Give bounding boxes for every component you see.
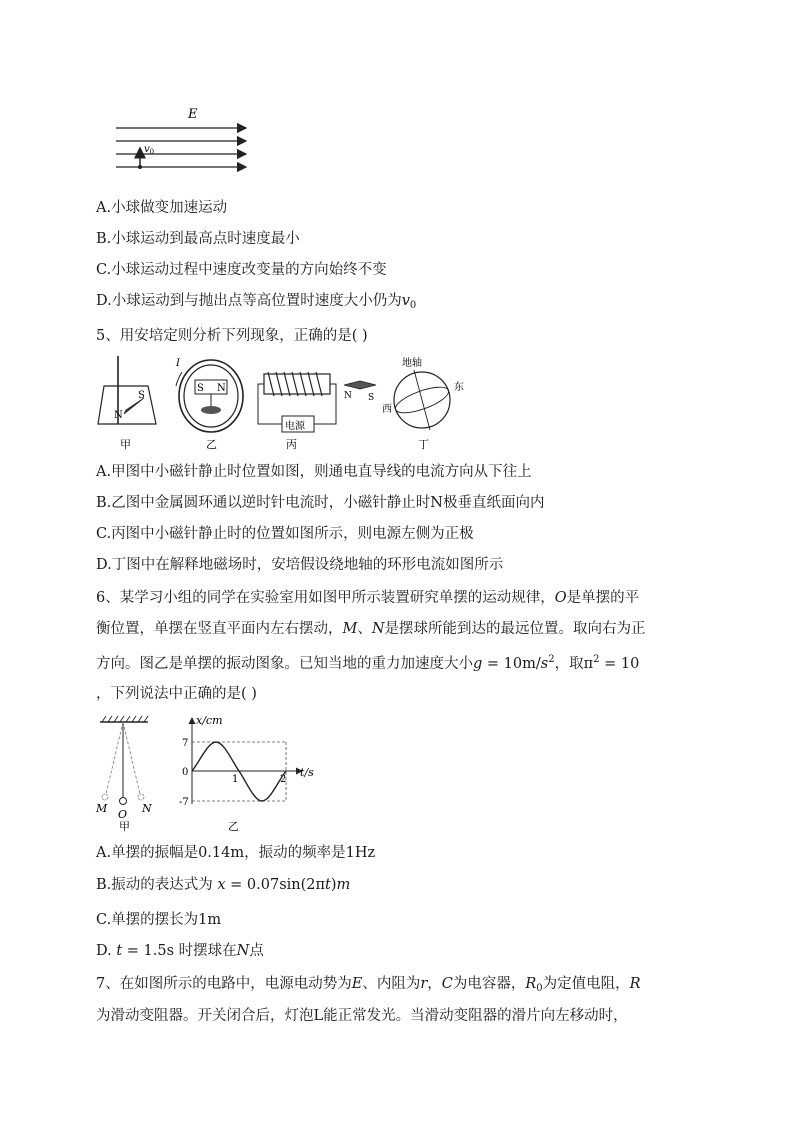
y-tick-7: 7 xyxy=(182,738,189,749)
y-axis-label: x/cm xyxy=(196,714,223,727)
caption-bing: 丙 xyxy=(286,438,297,451)
fig-jia xyxy=(98,356,156,451)
q6-stem-line4: ，下列说法中正确的是( ) xyxy=(96,686,257,702)
fig-yi xyxy=(175,358,243,451)
bob-right xyxy=(138,794,144,800)
q6-option-a: A.单摆的振幅是0.14m，振动的频率是1Hz xyxy=(96,845,376,861)
q6-stem-line1: 6、某学习小组的同学在实验室用如图甲所示装置研究单摆的运动规律，O是单摆的平 xyxy=(96,590,640,606)
power-label: 电源 xyxy=(285,421,305,432)
q5-option-c: C.丙图中小磁针静止时的位置如图所示，则电源左侧为正极 xyxy=(96,526,474,542)
q7-stem-line2: 为滑动变阻器。开关闭合后，灯泡L能正常发光。当滑动变阻器的滑片向左移动时， xyxy=(96,1008,628,1024)
label-s: S xyxy=(197,383,204,394)
label-o: O xyxy=(118,808,128,821)
label-n: N xyxy=(142,802,152,815)
stand-base xyxy=(201,406,221,414)
label-n: N xyxy=(217,383,226,394)
q6-option-d: D. t = 1.5s 时摆球在N点 xyxy=(96,943,264,959)
board xyxy=(98,386,156,424)
y-tick-neg7: -7 xyxy=(179,797,189,808)
q4-option-b: B.小球运动到最高点时速度最小 xyxy=(96,231,300,247)
q4-option-a: A.小球做变加速运动 xyxy=(96,200,228,216)
x-tick-1: 1 xyxy=(232,774,239,785)
bob-left xyxy=(102,794,108,800)
label-n: N xyxy=(114,410,123,421)
string-right xyxy=(123,722,140,794)
needle xyxy=(344,381,376,389)
oscillation-graph xyxy=(179,714,314,833)
caption-jia: 甲 xyxy=(120,438,131,451)
bob-center xyxy=(120,798,127,805)
caption-yi: 乙 xyxy=(206,438,217,451)
label-s: S xyxy=(368,393,375,403)
circuit-wire xyxy=(314,384,336,424)
caption-jia: 甲 xyxy=(119,820,130,833)
x-tick-2: 2 xyxy=(280,774,287,785)
q5-option-b: B.乙图中金属圆环通以逆时针电流时，小磁针静止时N极垂直纸面向内 xyxy=(96,495,545,511)
q5-figures xyxy=(96,352,476,452)
q7-stem-line1: 7、在如图所示的电路中，电源电动势为E、内阻为r，C为电容器，$R_0$为定值电阻，R xyxy=(96,976,641,994)
q4-option-c: C.小球运动过程中速度改变量的方向始终不变 xyxy=(96,262,387,278)
q6-stem-line3: 方向。图乙是单摆的振动图象。已知当地的重力加速度大小$g = 10m/s^2$，取$\pi^2 = 10$ xyxy=(96,654,640,672)
q6-option-c: C.单摆的摆长为1m xyxy=(96,912,222,928)
caption-yi: 乙 xyxy=(228,820,239,833)
east-label: 东 xyxy=(454,382,464,393)
field-label-e: E xyxy=(188,107,198,122)
q6-option-b: B.振动的表达式为 x = 0.07sin(2πt)m xyxy=(96,877,351,893)
y-tick-0: 0 xyxy=(182,767,189,778)
ball xyxy=(138,165,142,169)
q5-option-d: D.丁图中在解释地磁场时，安培假设绕地轴的环形电流如图所示 xyxy=(96,557,504,573)
v0-label: $v_0$ xyxy=(144,144,155,156)
q6-stem-line2: 衡位置，单摆在竖直平面内左右摆动，M、N是摆球所能到达的最远位置。取向右为正 xyxy=(96,621,646,637)
label-m: M xyxy=(96,802,108,815)
electric-field-figure xyxy=(108,100,253,175)
label-n: N xyxy=(344,391,352,401)
fig-ding xyxy=(382,356,464,451)
x-axis-label: t/s xyxy=(300,766,314,779)
string-left xyxy=(106,722,123,794)
axis-label: 地轴 xyxy=(402,358,422,369)
q5-stem: 5、用安培定则分析下列现象，正确的是( ) xyxy=(96,328,368,344)
label-s: S xyxy=(138,390,145,401)
west-label: 西 xyxy=(382,404,392,415)
pendulum-figure xyxy=(95,716,152,833)
q5-option-a: A.甲图中小磁针静止时位置如图，则通电直导线的电流方向从下往上 xyxy=(96,464,532,480)
ceiling-hatch xyxy=(102,716,148,722)
earth-axis xyxy=(414,370,430,430)
fig-bing xyxy=(258,372,376,451)
caption-ding: 丁 xyxy=(418,438,429,451)
circuit-wire xyxy=(258,384,282,424)
coil xyxy=(268,372,322,396)
label-i: I xyxy=(176,358,180,369)
q6-figures xyxy=(92,712,332,837)
q4-option-d: D.小球运动到与抛出点等高位置时速度大小仍为$v_0$ xyxy=(96,293,417,311)
